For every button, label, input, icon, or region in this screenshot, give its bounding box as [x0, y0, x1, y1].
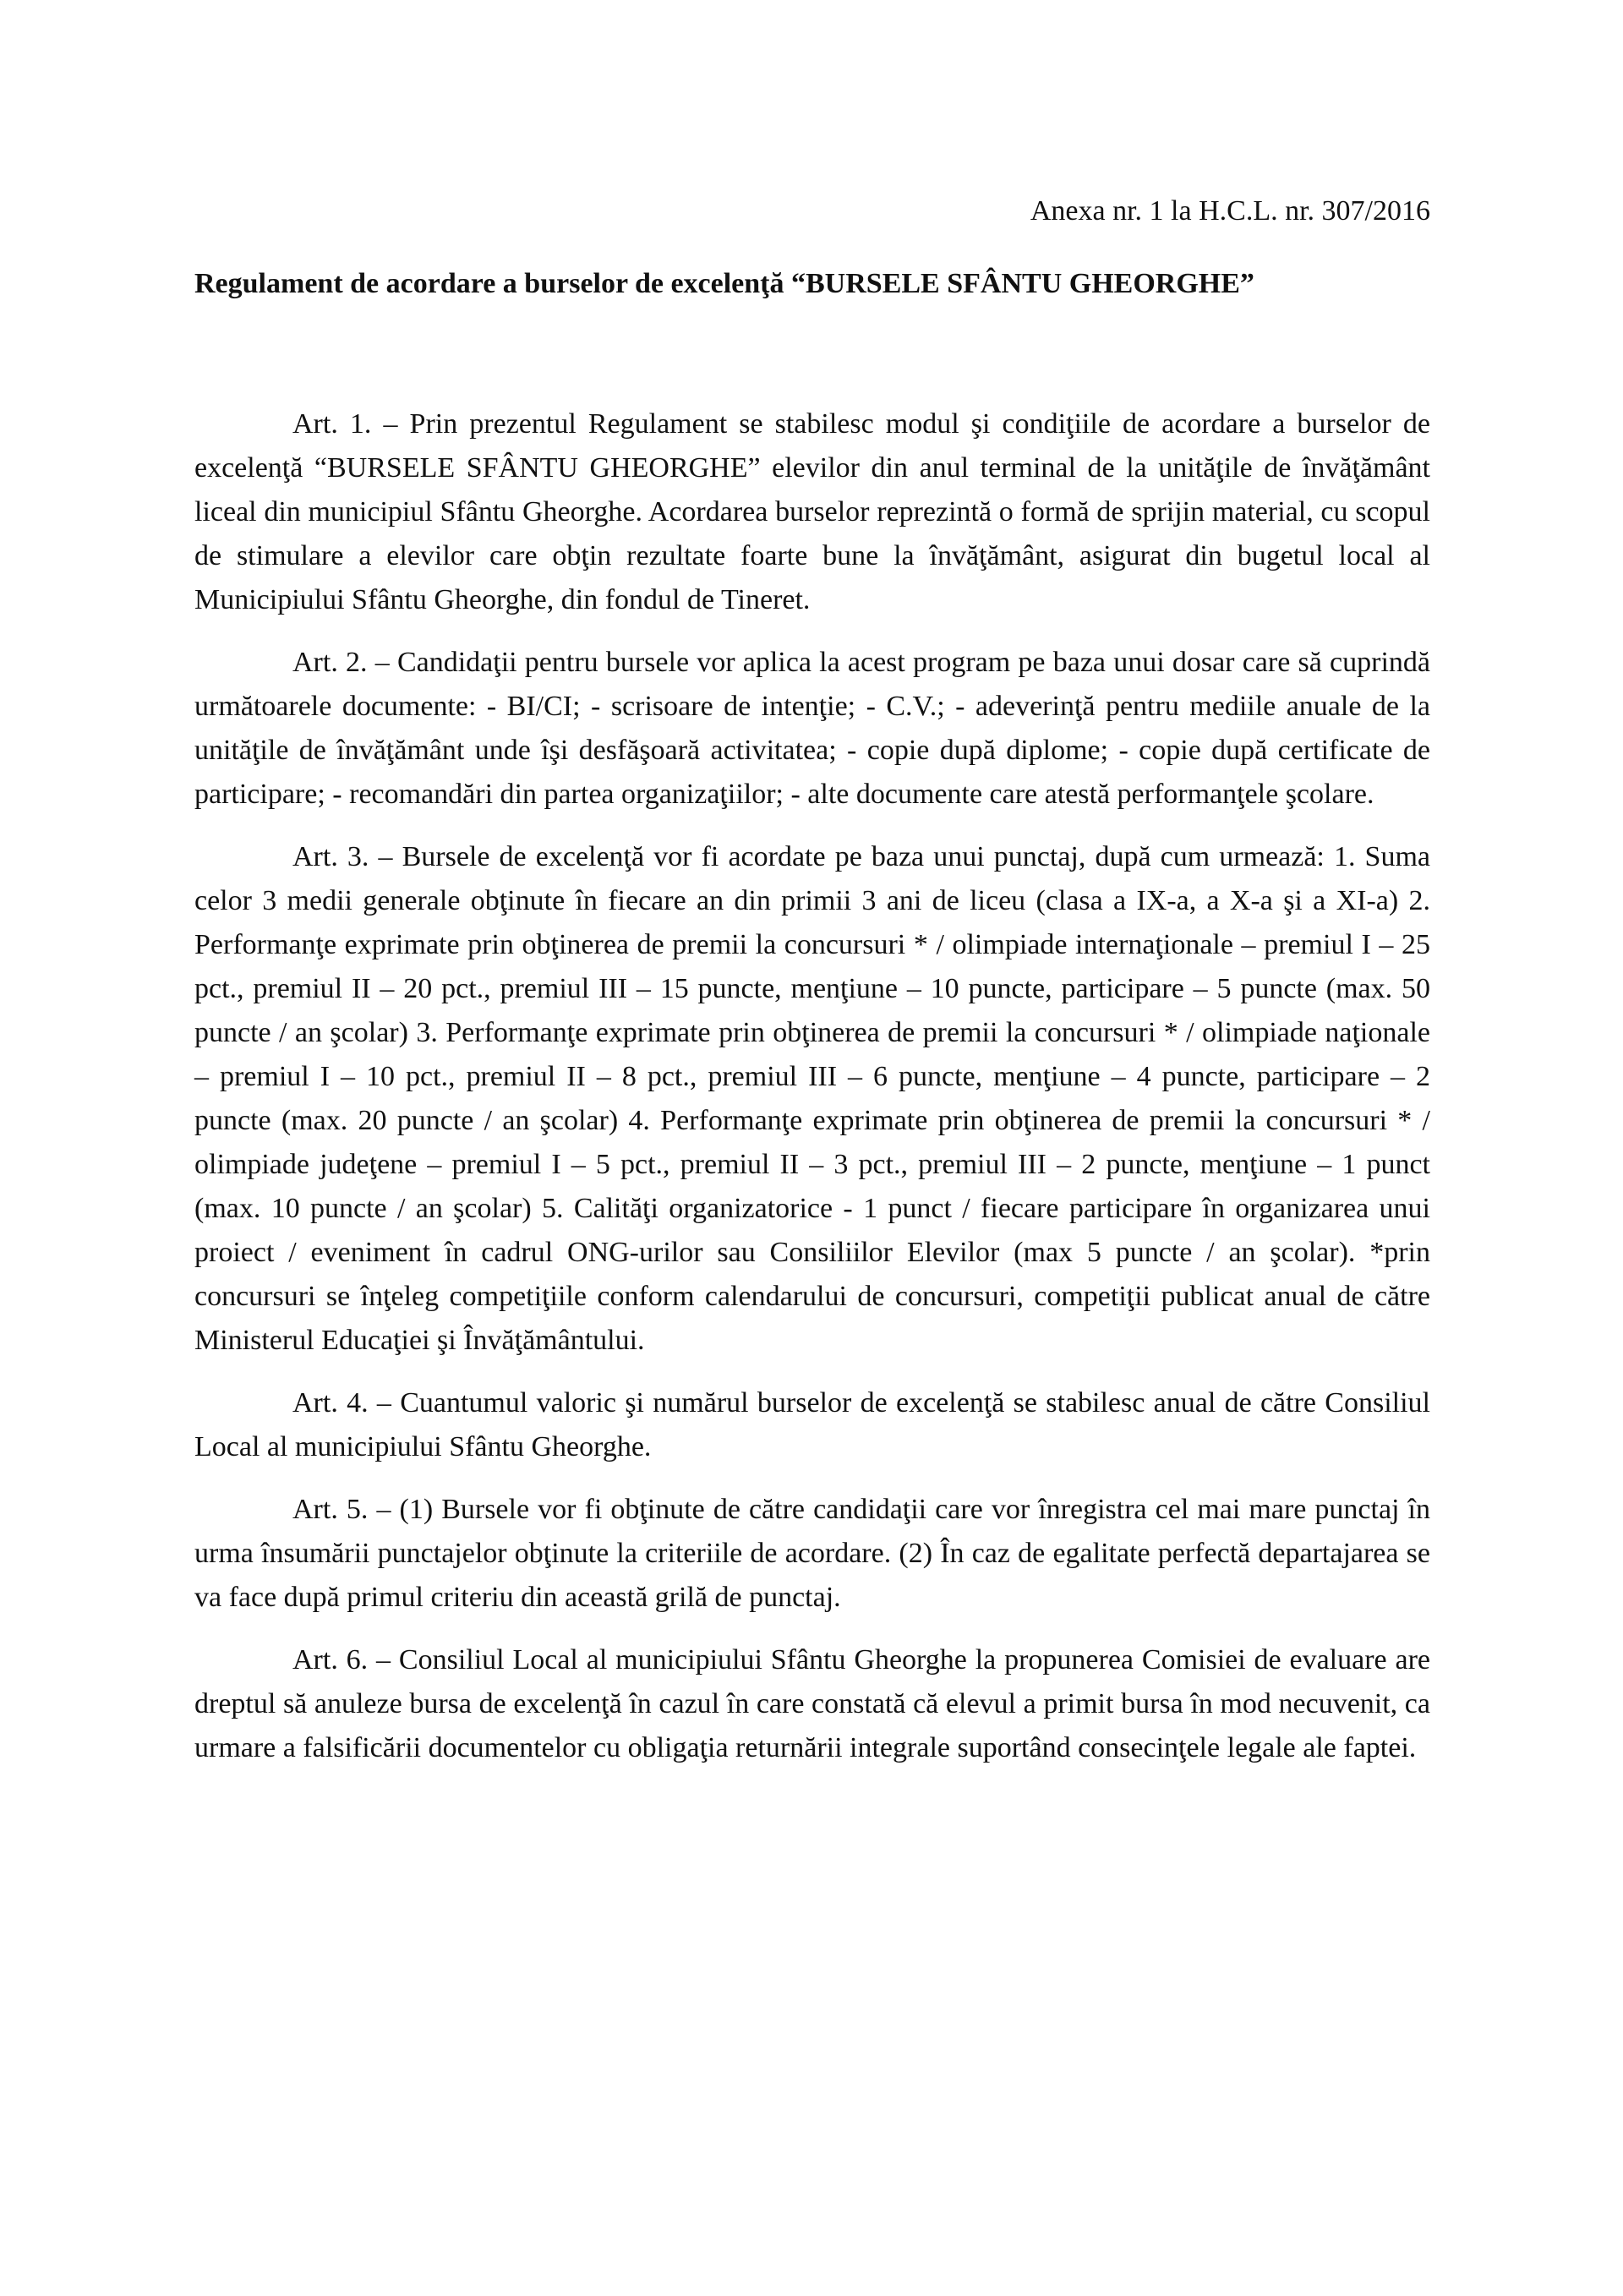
article-3: Art. 3. – Bursele de excelenţă vor fi acordate pe baza unui punctaj, după cum urmează: 1. Suma celor 3 medii generale obţinute în fiecare an din primii 3 ani de liceu (clasa a IX-a, a X-a şi a XI-a) 2. Performanţe exprimate prin obţinerea de premii la concursuri * / olimpiade internaţionale – premiul I – 25 pct., premiul II – 20 pct., premiul III – 15 puncte, menţiune – 10 puncte, participare – 5 puncte (max. 50 puncte / an şcolar) 3. Performanţe exprimate prin obţinerea de premii la concursuri * / olimpiade naţionale – premiul I – 10 pct., premiul II – 8 pct., premiul III – 6 puncte, menţiune – 4 puncte, participare – 2 puncte (max. 20 puncte / an şcolar) 4. Performanţe exprimate prin obţinerea de premii la concursuri * / olimpiade judeţene – premiul I – 5 pct., premiul II – 3 pct., premiul III – 2 puncte, menţiune – 1 punct (max. 10 puncte / an şcolar) 5. Calităţi organizatorice - 1 punct / fiecare participare în organizarea unui proiect / eveniment în cadrul ONG-urilor sau Consiliilor Elevilor (max 5 puncte / an şcolar). *prin concursuri se înţeleg competiţiile conform calendarului de concursuri, competiţii publicat anual de către Ministerul Educaţiei şi Învăţământului. [194, 841, 1430, 1356]
articles-section [194, 402, 1430, 1789]
annex-reference: Anexa nr. 1 la H.C.L. nr. 307/2016 [1030, 195, 1430, 227]
article-5: Art. 5. – (1) Bursele vor fi obţinute de către candidaţii care vor înregistra cel mai mare punctaj în urma însumării punctajelor obţinute la criteriile de acordare. (2) În caz de egalitate perfectă departajarea se va face după primul criteriu din această grilă de punctaj. [194, 1494, 1430, 1613]
article-4: Art. 4. – Cuantumul valoric şi numărul burselor de excelenţă se stabilesc anual de către Consiliul Local al municipiului Sfântu Gheorghe. [194, 1387, 1430, 1462]
document-title: Regulament de acordare a burselor de excelenţă “BURSELE SFÂNTU GHEORGHE” [194, 268, 1254, 299]
article-2: Art. 2. – Candidaţii pentru bursele vor aplica la acest program pe baza unui dosar care să cuprindă următoarele documente: - BI/CI; - scrisoare de intenţie; - C.V.; - adeverinţă pentru mediile anuale de la unităţile de învăţământ unde îşi desfăşoară activitatea; - copie după diplome; - copie după certificate de participare; - recomandări din partea organizaţiilor; - alte documente care atestă performanţele şcolare. [194, 647, 1430, 810]
article-6: Art. 6. – Consiliul Local al municipiului Sfântu Gheorghe la propunerea Comisiei de evaluare are dreptul să anuleze bursa de excelenţă în cazul în care constată că elevul a primit bursa în mod necuvenit, ca urmare a falsificării documentelor cu obligaţia returnării integrale suportând consecinţele legale ale faptei. [194, 1644, 1430, 1763]
article-1: Art. 1. – Prin prezentul Regulament se stabilesc modul şi condiţiile de acordare a burselor de excelenţă “BURSELE SFÂNTU GHEORGHE” elevilor din anul terminal de la unităţile de învăţământ liceal din municipiul Sfântu Gheorghe. Acordarea burselor reprezintă o formă de sprijin material, cu scopul de stimulare a elevilor care obţin rezultate foarte bune la învăţământ, asigurat din bugetul local al Municipiului Sfântu Gheorghe, din fondul de Tineret. [194, 408, 1430, 615]
